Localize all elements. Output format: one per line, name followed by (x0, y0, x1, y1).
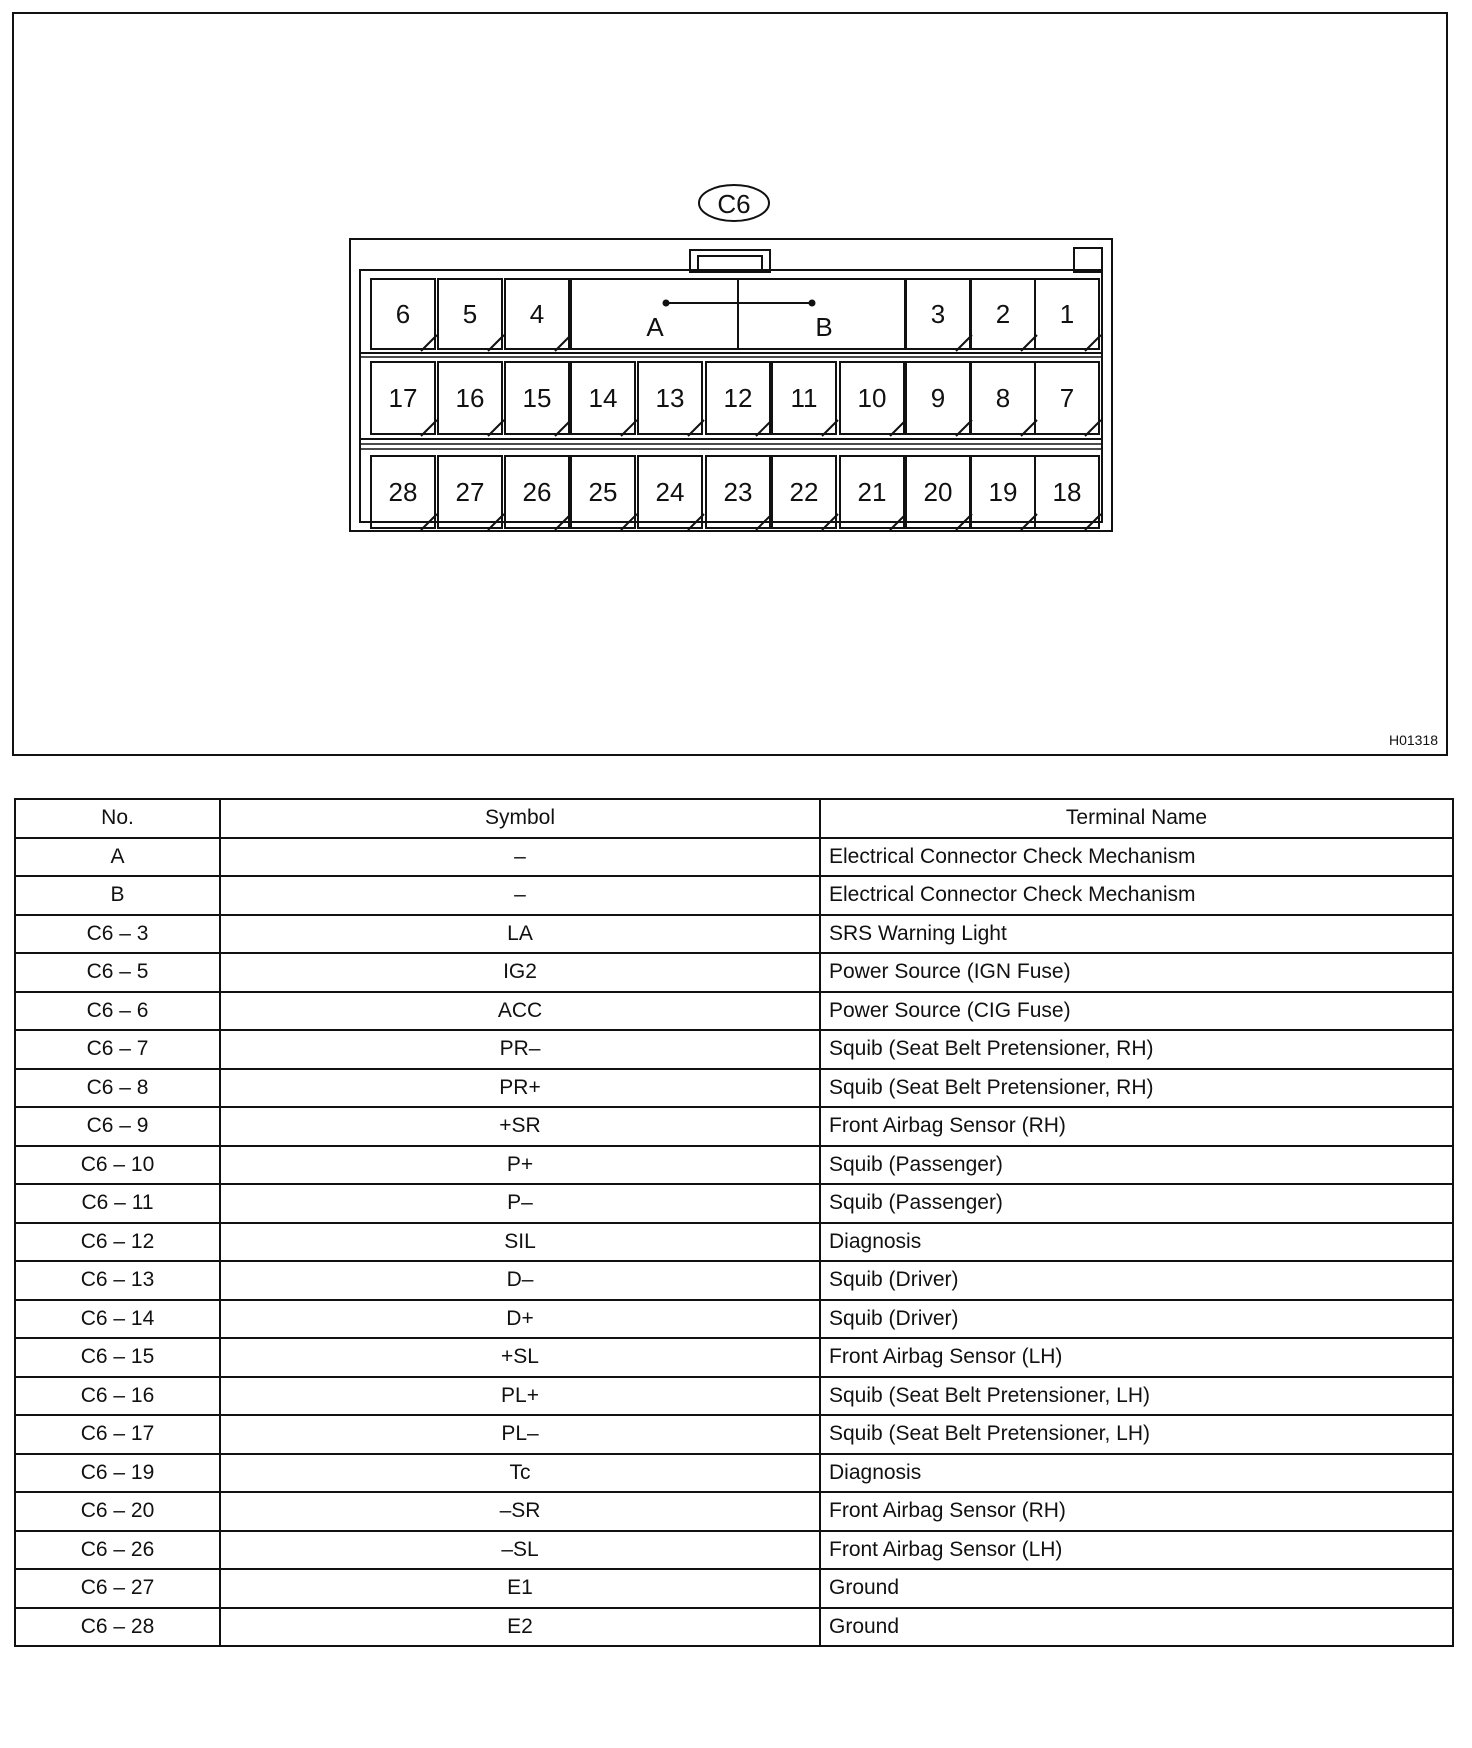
table-row (15, 1415, 1453, 1454)
cell-symbol: D+ (220, 1300, 820, 1339)
table-row (15, 1492, 1453, 1531)
cell-symbol: IG2 (220, 953, 820, 992)
table-row (15, 1531, 1453, 1570)
cell-symbol: E1 (220, 1569, 820, 1608)
pin-number: 12 (723, 383, 753, 413)
table-row (15, 1454, 1453, 1493)
cell-terminal-name: Front Airbag Sensor (RH) (820, 1107, 1453, 1146)
cell-symbol: Tc (220, 1454, 820, 1493)
pin-number: 6 (395, 299, 411, 329)
table-row (15, 1377, 1453, 1416)
connector-svg (14, 14, 1446, 754)
cell-terminal-name: Squib (Seat Belt Pretensioner, RH) (820, 1069, 1453, 1108)
table-row (15, 1069, 1453, 1108)
mechanism-label-a: A (646, 312, 664, 342)
pin-number: 2 (995, 299, 1011, 329)
cell-no: C6 – 16 (15, 1377, 220, 1416)
cell-no: C6 – 14 (15, 1300, 220, 1339)
cell-terminal-name: Front Airbag Sensor (RH) (820, 1492, 1453, 1531)
cell-terminal-name: Electrical Connector Check Mechanism (820, 838, 1453, 877)
cell-no: C6 – 10 (15, 1146, 220, 1185)
table-row (15, 1261, 1453, 1300)
pin-number: 14 (588, 383, 618, 413)
pin-number: 25 (588, 477, 618, 507)
table-row (15, 953, 1453, 992)
pin-number: 13 (655, 383, 685, 413)
table-row (15, 992, 1453, 1031)
cell-no: C6 – 5 (15, 953, 220, 992)
pin-number: 1 (1059, 299, 1075, 329)
cell-symbol: D– (220, 1261, 820, 1300)
pin-number: 16 (455, 383, 485, 413)
cell-symbol: E2 (220, 1608, 820, 1647)
cell-terminal-name: Ground (820, 1569, 1453, 1608)
pin-number: 18 (1052, 477, 1082, 507)
pin-number: 17 (388, 383, 418, 413)
pin-number: 19 (988, 477, 1018, 507)
pin-number: 15 (522, 383, 552, 413)
cell-terminal-name: Power Source (CIG Fuse) (820, 992, 1453, 1031)
cell-terminal-name: Front Airbag Sensor (LH) (820, 1531, 1453, 1570)
pin-number: 3 (930, 299, 946, 329)
table-row (15, 838, 1453, 877)
cell-symbol: PL+ (220, 1377, 820, 1416)
table-row (15, 1184, 1453, 1223)
connector-diagram (12, 12, 1448, 756)
cell-no: C6 – 20 (15, 1492, 220, 1531)
pin-number: 4 (529, 299, 545, 329)
table-row (15, 915, 1453, 954)
connector-latch (690, 250, 770, 272)
cell-no: C6 – 27 (15, 1569, 220, 1608)
cell-terminal-name: Squib (Passenger) (820, 1184, 1453, 1223)
table-row (15, 1223, 1453, 1262)
pin-number: 22 (789, 477, 819, 507)
pin-number: 8 (995, 383, 1011, 413)
pin-number: 20 (923, 477, 953, 507)
cell-no: C6 – 9 (15, 1107, 220, 1146)
pin-number: 10 (857, 383, 887, 413)
cell-no: A (15, 838, 220, 877)
cell-terminal-name: Ground (820, 1608, 1453, 1647)
cell-symbol: PR– (220, 1030, 820, 1069)
cell-symbol: +SR (220, 1107, 820, 1146)
cell-no: B (15, 876, 220, 915)
cell-terminal-name: SRS Warning Light (820, 915, 1453, 954)
pin-number: 7 (1059, 383, 1075, 413)
pin-number: 28 (388, 477, 418, 507)
pin-number: 9 (930, 383, 946, 413)
cell-symbol: –SL (220, 1531, 820, 1570)
header-symbol: Symbol (220, 799, 820, 838)
table-row (15, 1569, 1453, 1608)
cell-symbol: +SL (220, 1338, 820, 1377)
cell-symbol: – (220, 876, 820, 915)
cell-symbol: ACC (220, 992, 820, 1031)
cell-terminal-name: Front Airbag Sensor (LH) (820, 1338, 1453, 1377)
table-row (15, 1146, 1453, 1185)
pin-number: 5 (462, 299, 478, 329)
cell-symbol: P– (220, 1184, 820, 1223)
cell-symbol: – (220, 838, 820, 877)
table-row (15, 876, 1453, 915)
pin-number: 27 (455, 477, 485, 507)
cell-symbol: P+ (220, 1146, 820, 1185)
cell-terminal-name: Squib (Seat Belt Pretensioner, LH) (820, 1415, 1453, 1454)
pin-number: 11 (790, 383, 818, 413)
pin-number: 23 (723, 477, 753, 507)
table-row (15, 1030, 1453, 1069)
connector-label: C6 (717, 189, 751, 219)
cell-no: C6 – 26 (15, 1531, 220, 1570)
cell-terminal-name: Squib (Driver) (820, 1300, 1453, 1339)
figure-id: H01318 (1388, 732, 1438, 748)
cell-no: C6 – 12 (15, 1223, 220, 1262)
table-body (15, 838, 1453, 1647)
cell-terminal-name: Squib (Seat Belt Pretensioner, LH) (820, 1377, 1453, 1416)
cell-no: C6 – 11 (15, 1184, 220, 1223)
cell-terminal-name: Squib (Passenger) (820, 1146, 1453, 1185)
cell-no: C6 – 19 (15, 1454, 220, 1493)
table-header-row (15, 799, 1453, 838)
cell-terminal-name: Diagnosis (820, 1454, 1453, 1493)
cell-no: C6 – 7 (15, 1030, 220, 1069)
cell-terminal-name: Squib (Driver) (820, 1261, 1453, 1300)
cell-symbol: PR+ (220, 1069, 820, 1108)
pin-number: 26 (522, 477, 552, 507)
pin-number: 21 (857, 477, 887, 507)
cell-symbol: –SR (220, 1492, 820, 1531)
cell-symbol: PL– (220, 1415, 820, 1454)
cell-symbol: SIL (220, 1223, 820, 1262)
cell-no: C6 – 15 (15, 1338, 220, 1377)
cell-symbol: LA (220, 915, 820, 954)
connector-key (1074, 248, 1102, 272)
terminal-table (14, 798, 1454, 1647)
pin-number: 24 (655, 477, 685, 507)
cell-terminal-name: Squib (Seat Belt Pretensioner, RH) (820, 1030, 1453, 1069)
table-row (15, 1107, 1453, 1146)
cell-no: C6 – 28 (15, 1608, 220, 1647)
cell-terminal-name: Diagnosis (820, 1223, 1453, 1262)
cell-no: C6 – 3 (15, 915, 220, 954)
cell-terminal-name: Electrical Connector Check Mechanism (820, 876, 1453, 915)
table-row (15, 1608, 1453, 1647)
table-row (15, 1300, 1453, 1339)
check-mechanism-dot (663, 300, 670, 307)
header-terminal-name: Terminal Name (820, 799, 1453, 838)
cell-no: C6 – 13 (15, 1261, 220, 1300)
mechanism-label-b: B (815, 312, 833, 342)
header-no: No. (15, 799, 220, 838)
cell-no: C6 – 6 (15, 992, 220, 1031)
check-mechanism-dot (809, 300, 816, 307)
table-row (15, 1338, 1453, 1377)
cell-no: C6 – 8 (15, 1069, 220, 1108)
cell-terminal-name: Power Source (IGN Fuse) (820, 953, 1453, 992)
cell-no: C6 – 17 (15, 1415, 220, 1454)
